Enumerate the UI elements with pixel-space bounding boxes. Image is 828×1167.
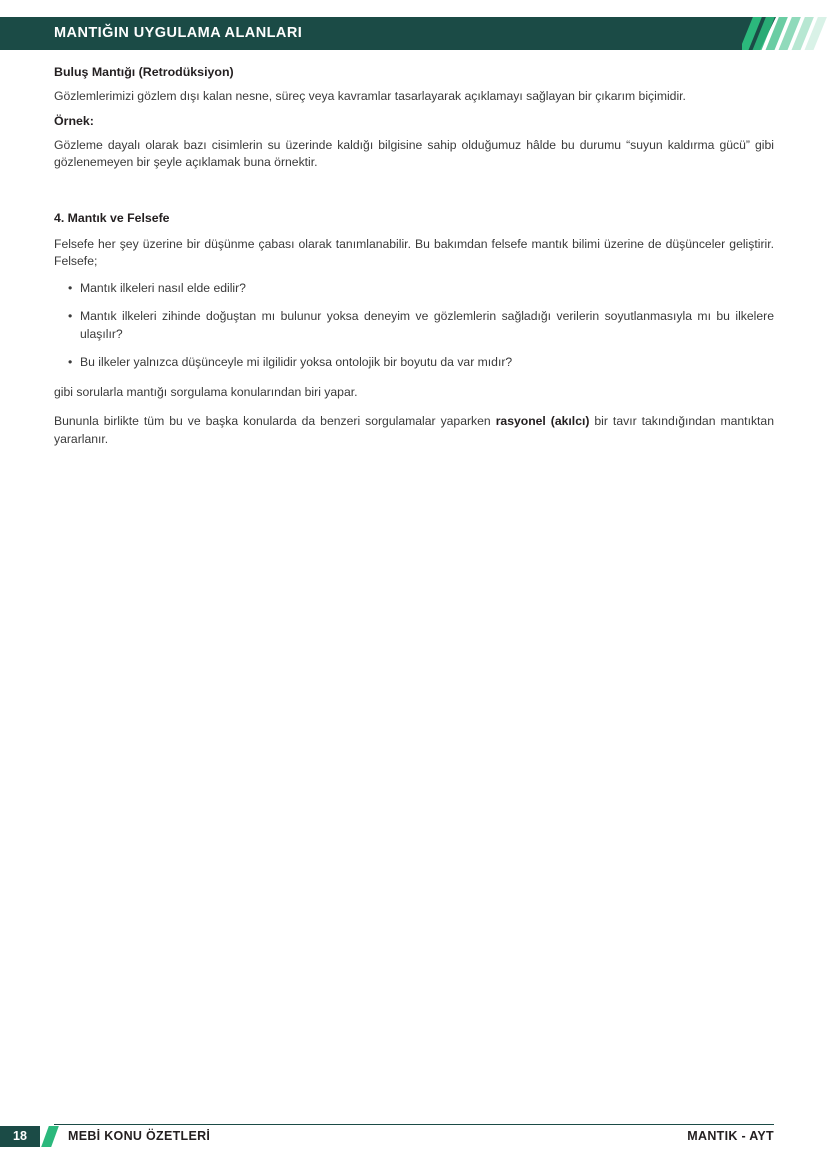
bullet-icon: •	[68, 355, 73, 369]
bullet-icon: •	[68, 309, 73, 323]
page-title: MANTIĞIN UYGULAMA ALANLARI	[54, 25, 303, 41]
subheading-bulus-mantigi: Buluş Mantığı (Retrodüksiyon)	[54, 65, 234, 79]
example-paragraph: Gözleme dayalı olarak bazı cisimlerin su üzerinde kaldığı bilgisine sahip olduğumuz hâlde bu durumu “suyun kaldırma gücü” gibi gözlenemeyen bir şeyle açıklamak buna örnektir.	[54, 137, 774, 169]
final-paragraph-part1: Bununla birlikte tüm bu ve başka konularda da benzeri sorgulamalar yaparken	[54, 414, 496, 428]
footer-subject-label: MANTIK - AYT	[687, 1129, 774, 1143]
list-item-text: Mantık ilkeleri nasıl elde edilir?	[80, 280, 246, 295]
closing-paragraph: gibi sorularla mantığı sorgulama konularından biri yapar.	[54, 384, 358, 399]
final-paragraph	[54, 413, 774, 448]
page-number-badge	[0, 1126, 40, 1147]
header-stripe-decoration	[742, 17, 828, 50]
list-item-text: Mantık ilkeleri zihinde doğuştan mı bulunur yoksa deneyim ve gözlemlerin sağladığı verilerin soyutlanmasıyla mı bu ilkelere ulaşılır?	[80, 309, 774, 341]
question-bullet-list	[54, 280, 774, 372]
definition-paragraph: Gözlemlerimizi gözlem dışı kalan nesne, süreç veya kavramlar tasarlayarak açıklamayı sağlayan bir çıkarım biçimidir.	[54, 89, 686, 103]
page-number: 18	[13, 1129, 27, 1143]
footer-publisher-label: MEBİ KONU ÖZETLERİ	[68, 1129, 211, 1143]
page-content	[54, 64, 774, 455]
list-item-text: Bu ilkeler yalnızca düşünceyle mi ilgilidir yoksa ontolojik bir boyutu da var mıdır?	[80, 355, 513, 369]
section-intro-paragraph: Felsefe her şey üzerine bir düşünme çabası olarak tanımlanabilir. Bu bakımdan felsefe mantık bilimi üzerine de düşünceler geliştirir. Felsefe;	[54, 236, 774, 268]
footer-divider	[54, 1124, 774, 1125]
section-heading-mantik-ve-felsefe: 4. Mantık ve Felsefe	[54, 210, 170, 225]
bullet-icon: •	[68, 280, 73, 295]
page-header	[0, 17, 828, 50]
final-paragraph-emphasis: rasyonel (akılcı)	[495, 414, 590, 428]
list-item	[54, 354, 774, 372]
example-label: Örnek:	[54, 113, 94, 128]
footer-slash-decoration	[41, 1126, 59, 1147]
list-item	[54, 280, 774, 298]
final-paragraph-part2: bir tavır takındığından mantıktan yararlanır.	[54, 414, 774, 446]
page-footer	[0, 1124, 828, 1150]
list-item	[54, 308, 774, 343]
